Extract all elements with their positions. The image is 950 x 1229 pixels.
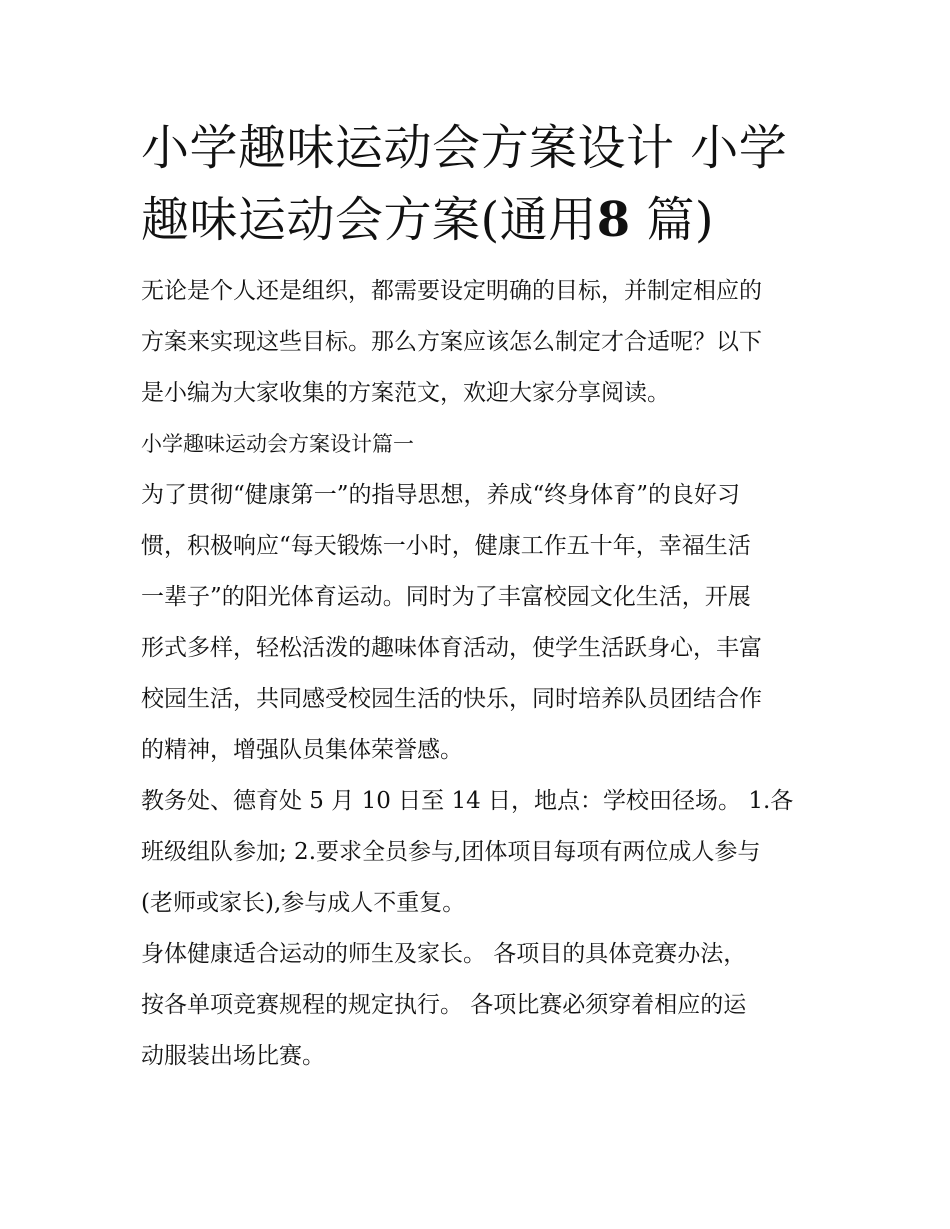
document-body [141, 266, 813, 1082]
document-content [141, 112, 813, 1082]
paragraph-line: 惯，积极响应“每天锻炼一小时，健康工作五十年，幸福生活 [141, 533, 751, 559]
paragraph-participants [141, 929, 813, 1082]
paragraph-line: 是小编为大家收集的方案范文，欢迎大家分享阅读。 [141, 380, 670, 406]
paragraph-line: 一辈子”的阳光体育运动。同时为了丰富校园文化生活，开展 [141, 584, 751, 610]
section-heading: 小学趣味运动会方案设计篇一 [141, 432, 414, 456]
paragraph-intro [141, 266, 813, 419]
paragraph-line: 班级组队参加; 2.要求全员参与,团体项目每项有两位成人参与 [141, 839, 761, 865]
paragraph-line: 教务处、德育处 5 月 10 日至 14 日，地点：学校田径场。 1.各 [141, 788, 794, 814]
paragraph-line: 的精神，增强队员集体荣誉感。 [141, 737, 463, 763]
title-line-2-text: 趣味运动会方案(通用 [141, 192, 597, 248]
title-line-2-end: 篇) [630, 192, 715, 248]
paragraph-line: 校园生活，共同感受校园生活的快乐，同时培养队员团结合作 [141, 686, 762, 712]
title-line-1: 小学趣味运动会方案设计 小学 [141, 120, 788, 176]
title-number: 8 [596, 192, 631, 248]
document-title [141, 112, 813, 256]
paragraph-line: 为了贯彻“健康第一”的指导思想，养成“终身体育”的良好习 [141, 482, 741, 508]
paragraph-line: 动服装出场比赛。 [141, 1043, 325, 1069]
title-line-2 [141, 184, 813, 256]
paragraph-line: 按各单项竞赛规程的规定执行。 各项比赛必须穿着相应的运 [141, 992, 747, 1018]
paragraph-line: (老师或家长),参与成人不重复。 [141, 890, 466, 916]
paragraph-line: 形式多样，轻松活泼的趣味体育活动，使学生活跃身心，丰富 [141, 635, 762, 661]
paragraph-schedule [141, 776, 813, 929]
paragraph-line: 方案来实现这些目标。那么方案应该怎么制定才合适呢？以下 [141, 329, 762, 355]
paragraph-purpose [141, 470, 813, 776]
paragraph-line: 无论是个人还是组织，都需要设定明确的目标，并制定相应的 [141, 278, 762, 304]
paragraph-line: 身体健康适合运动的师生及家长。 各项目的具体竞赛办法， [141, 941, 747, 967]
